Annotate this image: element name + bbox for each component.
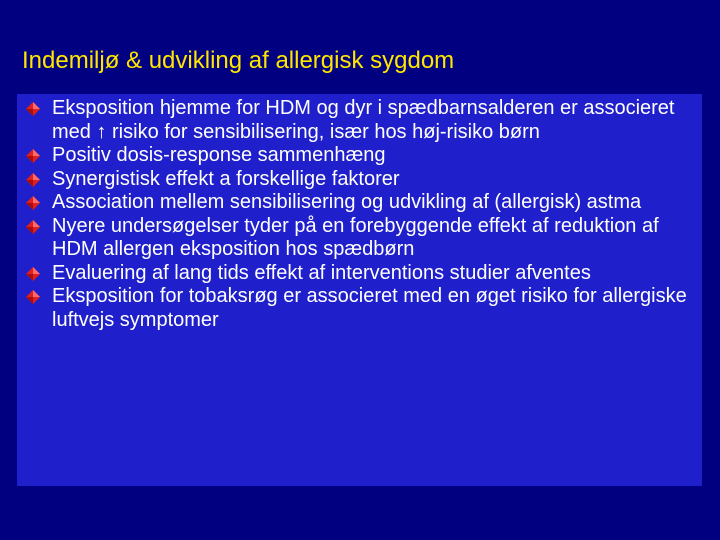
- bullet-item: [17, 285, 692, 332]
- red-diamond-bullet-icon: [25, 195, 41, 211]
- bullet-text: Eksposition hjemme for HDM og dyr i spædbarnsalderen er associeret med ↑ risiko for sensibilisering, især hos høj-risiko børn: [52, 97, 675, 143]
- bullet-text: Eksposition for tobaksrøg er associeret med en øget risiko for allergiske luftvejs symptomer: [52, 285, 687, 331]
- slide-title: Indemiljø & udvikling af allergisk sygdom: [22, 47, 455, 74]
- bullet-item: [17, 168, 692, 192]
- bullet-item: [17, 191, 692, 215]
- bullet-text: Evaluering af lang tids effekt af interventions studier afventes: [52, 261, 591, 284]
- bullet-item: [17, 215, 692, 262]
- bullet-list: [17, 97, 692, 332]
- bullet-text: Positiv dosis-response sammenhæng: [52, 144, 386, 166]
- red-diamond-bullet-icon: [25, 289, 41, 305]
- bullet-text: Nyere undersøgelser tyder på en forebyggende effekt af reduktion af HDM allergen eksposition hos spædbørn: [52, 214, 659, 260]
- bullet-text: Association mellem sensibilisering og udvikling af (allergisk) astma: [52, 191, 642, 213]
- red-diamond-bullet-icon: [25, 148, 41, 164]
- red-diamond-bullet-icon: [25, 219, 41, 235]
- bullet-text: Synergistisk effekt a forskellige faktorer: [52, 167, 400, 190]
- bullet-item: [17, 262, 692, 286]
- red-diamond-bullet-icon: [25, 101, 41, 117]
- red-diamond-bullet-icon: [25, 172, 41, 188]
- bullet-item: [17, 97, 692, 144]
- bullet-item: [17, 144, 692, 168]
- red-diamond-bullet-icon: [25, 266, 41, 282]
- content-panel: [17, 94, 702, 486]
